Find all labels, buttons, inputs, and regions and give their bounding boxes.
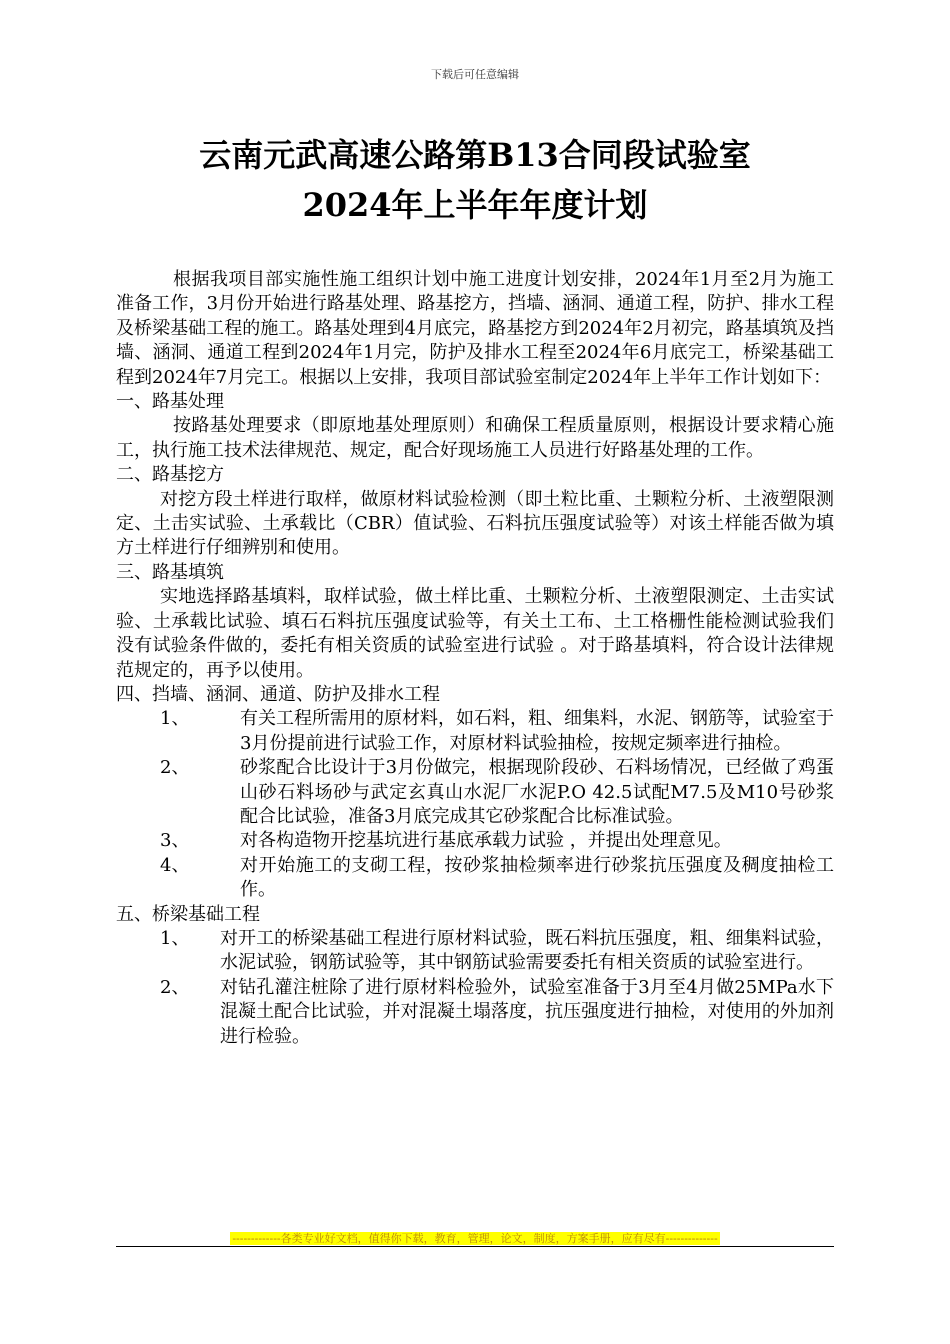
section-heading: 五、桥梁基础工程 <box>116 903 260 925</box>
list-item-text: 对钻孔灌注桩除了进行原材料检验外，试验室准备于3月至4月做25MPa水下混凝土配合比试验，并对混凝土塌落度，抗压强度进行抽检，对使用的外加剂进行检验。 <box>220 976 834 1047</box>
document-title-line2: 2024年上半年年度计划 <box>302 186 648 224</box>
section-paragraph: 按路基处理要求（即原地基处理原则）和确保工程质量原则，根据设计要求精心施工，执行施工技术法律规范、规定，配合好现场施工人员进行好路基处理的工作。 <box>116 415 834 461</box>
document-body <box>116 268 834 1049</box>
section-paragraph: 对挖方段土样进行取样，做原材料试验检测（即土粒比重、土颗粒分析、土液塑限测定、土击实试验、土承载比（CBR）值试验、石料抗压强度试验等）对该土样能否做为填方土样进行仔细辨别和使用。 <box>116 488 834 559</box>
section-heading: 三、路基填筑 <box>116 561 224 583</box>
list-item-number: 3、 <box>160 830 190 852</box>
list-item-number: 1、 <box>160 708 190 730</box>
list-item-text: 砂浆配合比设计于3月份做完，根据现阶段砂、石料场情况，已经做了鸡蛋山砂石料场砂与武定玄真山水泥厂水泥P.O 42.5试配M7.5及M10号砂浆配合比试验，准备3月底完成其它砂浆配合比标准试验。 <box>240 757 834 827</box>
list-item-number: 4、 <box>160 854 190 876</box>
section-heading: 四、挡墙、涵洞、通道、防护及排水工程 <box>116 683 440 705</box>
section-paragraph: 实地选择路基填料，取样试验，做土样比重、土颗粒分析、土液塑限测定、土击实试验、土承载比试验、填石石料抗压强度试验等，有关土工布、土工格栅性能检测试验我们没有试验条件做的，委托有相关资质的试验室进行试验 。对于路基填料，符合设计法律规范规定的，再予以使用。 <box>116 586 834 681</box>
list-item-text: 有关工程所需用的原材料，如石料，粗、细集料，水泥、钢筋等，试验室于3月份提前进行试验工作，对原材料试验抽检，按规定频率进行抽检。 <box>240 708 834 754</box>
list-item-number: 2、 <box>160 757 190 779</box>
list-item <box>116 707 834 756</box>
list-item <box>116 927 834 976</box>
list-item <box>116 976 834 1049</box>
list-item <box>116 829 834 853</box>
document-title-line1: 云南元武高速公路第B13合同段试验室 <box>199 136 751 174</box>
list-item <box>116 854 834 903</box>
list-item <box>116 756 834 829</box>
list-item-text: 对开工的桥梁基础工程进行原材料试验，既石料抗压强度，粗、细集料试验，水泥试验，钢筋试验等，其中钢筋试验需要委托有相关资质的试验室进行。 <box>220 927 834 974</box>
intro-paragraph: 根据我项目部实施性施工组织计划中施工进度计划安排，2024年1月至2月为施工准备工作，3月份开始进行路基处理、路基挖方，挡墙、涵洞、通道工程，防护、排水工程及桥梁基础工程的施工。路基处理到4月底完，路基挖方到2024年2月初完，路基填筑及挡墙、涵洞、通道工程到2024年1月完，防护及排水工程至2024年6月底完工，桥梁基础工程到2024年7月完工。根据以上安排，我项目部试验室制定2024年上半年工作计划如下： <box>116 269 834 388</box>
list-item-text: 对开始施工的支砌工程，按砂浆抽检频率进行砂浆抗压强度及稠度抽检工作。 <box>240 854 834 901</box>
footer-divider <box>116 1246 834 1247</box>
footer-note <box>0 1227 950 1246</box>
list-item-number: 2、 <box>160 976 190 998</box>
section-heading: 一、路基处理 <box>116 391 224 413</box>
list-item-text: 对各构造物开挖基坑进行基底承载力试验 ，并提出处理意见。 <box>240 830 732 852</box>
header-note: 下载后可任意编辑 <box>431 68 519 81</box>
section-heading: 二、路基挖方 <box>116 464 224 486</box>
footer-note-text: -------------各类专业好文档，值得你下载，教育，管理，论文，制度，方案手册，应有尽有-------------- <box>232 1232 718 1245</box>
list-item-number: 1、 <box>160 927 190 949</box>
